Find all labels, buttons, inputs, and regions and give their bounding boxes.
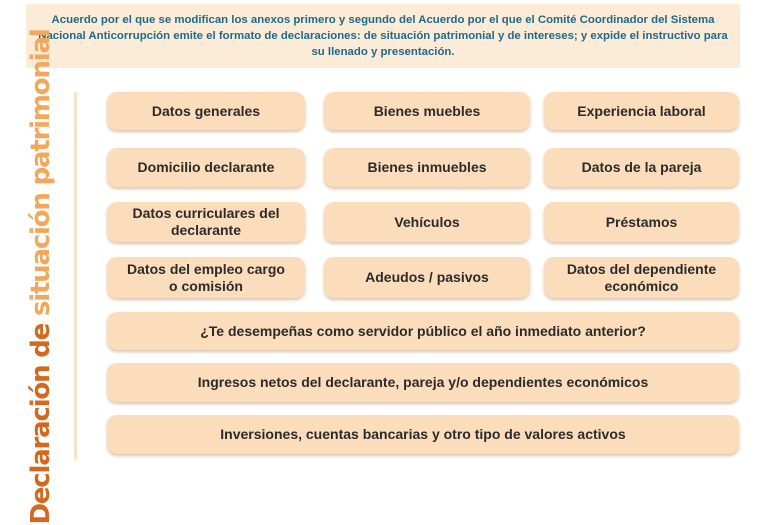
datos-generales-label: Datos generales — [151, 102, 261, 119]
servidor-publico-button[interactable] — [107, 312, 739, 350]
prestamos-button[interactable] — [544, 202, 739, 242]
side-title-part2: situación patrimonial — [26, 29, 56, 317]
bienes-inmuebles-button[interactable] — [324, 148, 530, 187]
ingresos-netos-label: Ingresos netos del declarante, pareja y/o dependientes económicos — [197, 374, 649, 390]
banner-text: Acuerdo por el que se modifican los anexos primero y segundo del Acuerdo por el que el Comité Coordinador del Sistema Nacional Anticorrupción emite el formato de declaraciones: de situación patrimonial y de intereses; y expide el instructivo para su llenado y presentación. — [38, 14, 728, 58]
datos-dependiente-button[interactable] — [544, 257, 739, 298]
servidor-publico-label: ¿Te desempeñas como servidor público el año inmediato anterior? — [200, 322, 646, 339]
experiencia-laboral-label: Experiencia laboral — [577, 102, 706, 119]
side-title-part1: Declaración de — [26, 316, 56, 525]
inversiones-label: Inversiones, cuentas bancarias y otro tipo de valores activos — [220, 426, 626, 442]
datos-pareja-button[interactable] — [544, 148, 739, 187]
vertical-divider — [74, 92, 77, 460]
vehiculos-button[interactable] — [324, 202, 530, 242]
adeudos-pasivos-button[interactable] — [324, 257, 530, 298]
datos-generales-button[interactable] — [107, 92, 305, 130]
datos-curriculares-label: Datos curriculares del declarante — [132, 205, 280, 238]
bienes-muebles-button[interactable] — [324, 92, 530, 130]
bienes-inmuebles-label: Bienes inmuebles — [367, 159, 487, 175]
ingresos-netos-button[interactable] — [107, 363, 739, 402]
datos-dependiente-label: Datos del dependiente económico — [566, 260, 717, 294]
side-title — [24, 29, 58, 525]
prestamos-label: Préstamos — [605, 213, 678, 230]
domicilio-declarante-button[interactable] — [107, 148, 305, 187]
datos-empleo-label: Datos del empleo cargo o comisión — [127, 260, 285, 294]
datos-pareja-label: Datos de la pareja — [581, 159, 702, 175]
datos-empleo-button[interactable] — [107, 257, 305, 298]
experiencia-laboral-button[interactable] — [544, 92, 739, 130]
inversiones-button[interactable] — [107, 415, 739, 454]
adeudos-pasivos-label: Adeudos / pasivos — [365, 269, 489, 285]
datos-curriculares-button[interactable] — [107, 202, 305, 242]
header-banner — [26, 4, 740, 68]
bienes-muebles-label: Bienes muebles — [373, 102, 481, 119]
vehiculos-label: Vehículos — [394, 213, 460, 230]
domicilio-declarante-label: Domicilio declarante — [137, 159, 275, 175]
